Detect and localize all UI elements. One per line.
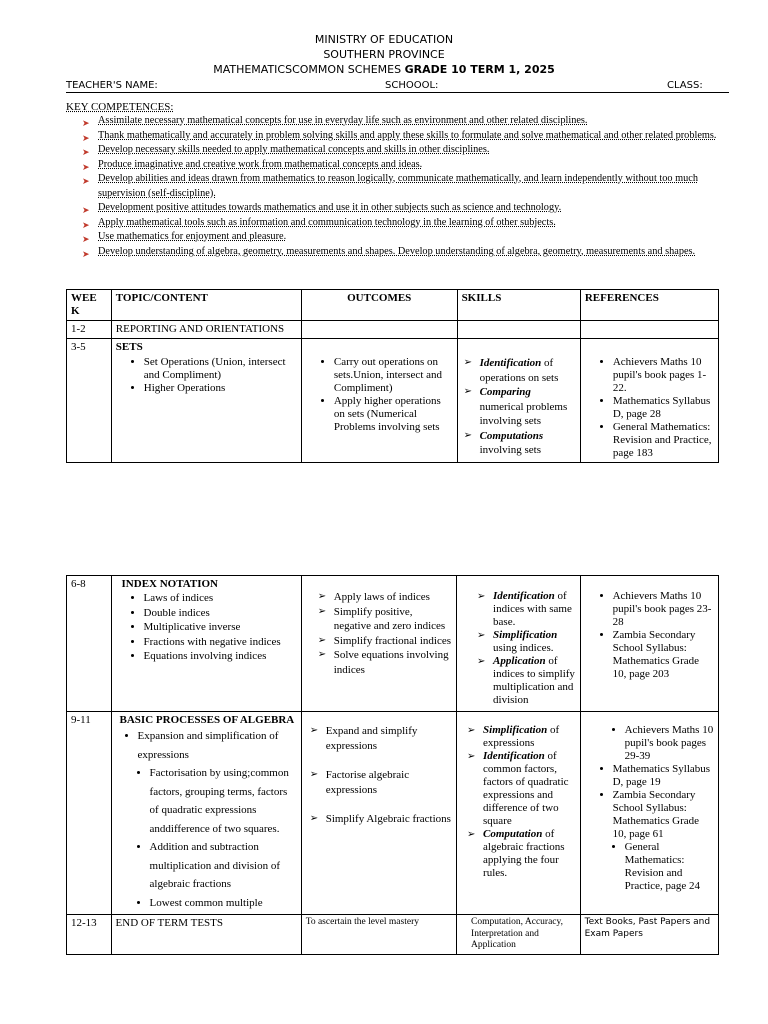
- list-item: • Mathematics Syllabus D, page 28: [613, 395, 714, 421]
- list-item: ➢ Computations involving sets: [480, 429, 576, 458]
- references-list-2: [585, 763, 714, 841]
- list-item: • Carry out operations on sets.Union, intersect and Compliment): [334, 356, 453, 395]
- list-item: ➢ Computation of algebraic fractions applying the four rules.: [483, 828, 576, 880]
- list-item: • Zambia Secondary School Syllabus: Mathematics Grade 10, page 203: [613, 629, 714, 681]
- list-item: • Factorisation by using;common factors, grouping terms, factors of quadratic expressions anddifference of two squares.: [150, 764, 297, 838]
- references-cell: [580, 576, 718, 712]
- list-item: • Multiplicative inverse: [144, 620, 297, 635]
- outcomes-list: [306, 590, 452, 677]
- competence-item: ➤ Develop abilities and ideas drawn from mathematics to reason logically, communicate mathematically, and learn independently without too much supervision (self-discipline).: [82, 173, 698, 199]
- competence-item: ➤ Assimilate necessary mathematical concepts for use in everyday life such as environment and other related disciplines.: [82, 114, 722, 129]
- skills-cell: [457, 576, 581, 712]
- topic-title: SETS: [115, 341, 143, 353]
- list-item: ➢ Identification of operations on sets: [480, 356, 576, 385]
- references-list: [585, 590, 714, 681]
- ministry-title: MINISTRY OF EDUCATION: [314, 33, 454, 46]
- skills-cell: [457, 339, 580, 463]
- arrow-bullet-icon: ➤: [82, 205, 90, 215]
- references-cell: [580, 321, 718, 339]
- table-row: [67, 339, 719, 463]
- list-item: ➢ Simplification using indices.: [493, 629, 576, 655]
- outcomes-cell: [301, 712, 456, 915]
- competence-item: ➤ Produce imaginative and creative work from mathematical concepts and ideas.: [82, 158, 722, 173]
- arrow-bullet-icon: ➤: [82, 118, 90, 128]
- list-item: ➢ Apply laws of indices: [334, 590, 452, 605]
- topic-cell: END OF TERM TESTS: [111, 915, 301, 955]
- skills-cell: [457, 321, 580, 339]
- header-references: REFERENCES: [580, 290, 718, 321]
- topic-cell: [111, 712, 301, 915]
- list-item: • Fractions with negative indices: [144, 635, 297, 650]
- list-item: ➢ Identification of indices with same base.: [493, 590, 576, 629]
- school-label: SCHOOOL:: [385, 80, 439, 91]
- skills-list: [462, 356, 576, 458]
- references-cell: Text Books, Past Papers and Exam Papers: [580, 915, 718, 955]
- scheme-title-plain: MATHEMATICSCOMMON SCHEMES: [213, 63, 405, 76]
- topic-list: [116, 356, 297, 395]
- competence-item: ➤ Apply mathematical tools such as information and communication technology in the learning of other subjects.: [82, 216, 722, 231]
- arrow-bullet-icon: ➤: [82, 147, 90, 157]
- scheme-title-bold: GRADE 10 TERM 1, 2025: [404, 63, 555, 76]
- list-item: • Lowest common multiple: [150, 894, 297, 913]
- week-cell: 9-11: [67, 712, 112, 915]
- arrow-bullet-icon: ➤: [82, 234, 90, 244]
- list-item: • Addition and subtraction multiplication and division of algebraic fractions: [150, 838, 297, 894]
- list-item: ➢ Application of indices to simplify multiplication and division: [493, 655, 576, 707]
- topic-title: BASIC PROCESSES OF ALGEBRA: [119, 714, 295, 726]
- outcomes-cell: [301, 321, 457, 339]
- week-cell: 3-5: [67, 339, 112, 463]
- skills-list: [461, 590, 576, 707]
- arrow-bullet-icon: ➤: [82, 219, 90, 230]
- list-item: • Mathematics Syllabus D, page 19: [613, 763, 714, 789]
- list-item: ➢ Expand and simplify expressions: [326, 724, 452, 753]
- list-item: • General Mathematics: Revision and Practice, page 24: [625, 841, 714, 893]
- table-header-row: [67, 290, 719, 321]
- week-cell: 1-2: [67, 321, 112, 339]
- table-row: [67, 321, 719, 339]
- list-item: ➢ Comparing numerical problems involving sets: [480, 385, 576, 429]
- list-item: • Achievers Maths 10 pupil's book pages 23-28: [613, 590, 714, 629]
- key-competences-list: [82, 114, 722, 259]
- outcomes-list: [306, 356, 453, 434]
- province-title: SOUTHERN PROVINCE: [323, 48, 445, 61]
- list-item: ➢ Simplify positive, negative and zero indices: [334, 605, 452, 634]
- topic-list: [116, 727, 297, 764]
- list-item: • Higher Operations: [144, 382, 297, 395]
- list-item: • Laws of indices: [144, 591, 297, 606]
- list-item: ➢ Solve equations involving indices: [334, 648, 452, 677]
- week-cell: 6-8: [67, 576, 112, 712]
- skills-cell: Computation, Accuracy, Interpretation and Application: [457, 915, 581, 955]
- competence-item: ➤ Develop necessary skills needed to apply mathematical concepts and skills in other disciplines.: [82, 143, 722, 158]
- list-item: • Equations involving indices: [144, 649, 297, 664]
- references-cell: [580, 712, 718, 915]
- skills-list: [461, 724, 576, 880]
- list-item: • Apply higher operations on sets (Numerical Problems involving sets: [334, 395, 453, 434]
- scheme-title: [0, 62, 768, 77]
- references-list-3: [585, 841, 714, 893]
- topic-cell: [111, 576, 301, 712]
- list-item: • Double indices: [144, 606, 297, 621]
- arrow-bullet-icon: ➤: [82, 132, 90, 143]
- key-competences-title: KEY COMPETENCES:: [66, 101, 174, 113]
- list-item: • Achievers Maths 10 pupil's book pages 1-22.: [613, 356, 714, 395]
- competence-item: ➤ Thank mathematically and accurately in problem solving skills and apply these skills to formulate and solve mathematical and other related problems.: [82, 129, 722, 144]
- competence-item: ➤ Use mathematics for enjoyment and pleasure.: [82, 230, 722, 245]
- list-item: • General Mathematics: Revision and Practice, page 183: [613, 421, 714, 460]
- teacher-name-label: TEACHER'S NAME:: [66, 80, 158, 91]
- outcomes-list: [306, 724, 452, 827]
- competence-item: ➤ Develop understanding of algebra, geometry, measurements and shapes. Develop understanding of algebra, geometry, measurements and shapes.: [82, 245, 722, 260]
- header-skills: SKILLS: [457, 290, 580, 321]
- arrow-bullet-icon: ➤: [82, 248, 90, 259]
- class-label: CLASS:: [667, 80, 703, 91]
- week-cell: 12-13: [67, 915, 112, 955]
- scheme-table-top: [66, 289, 719, 463]
- references-list: [585, 724, 714, 763]
- list-item: ➢ Identification of common factors, factors of quadratic expressions and difference of two square: [483, 750, 576, 828]
- outcomes-cell: [301, 576, 456, 712]
- outcomes-cell: [301, 339, 457, 463]
- scheme-table-bottom: [66, 575, 719, 955]
- topic-list: [116, 591, 297, 664]
- references-list: [585, 356, 714, 460]
- skills-cell: [457, 712, 581, 915]
- competence-item: ➤ Development positive attitudes towards mathematics and use it in other subjects such as science and technology.: [82, 201, 722, 216]
- header-week: WEE K: [67, 290, 112, 321]
- topic-cell: [111, 339, 301, 463]
- list-item: • Expansion and simplification of expressions: [138, 727, 297, 764]
- header-topic: TOPIC/CONTENT: [111, 290, 301, 321]
- list-item: • Zambia Secondary School Syllabus: Mathematics Grade 10, page 61: [613, 789, 714, 841]
- table-row: [67, 915, 719, 955]
- list-item: • Set Operations (Union, intersect and Compliment): [144, 356, 297, 382]
- arrow-bullet-icon: ➤: [82, 161, 90, 172]
- table-row: [67, 712, 719, 915]
- document-header: [0, 32, 768, 77]
- table-row: [67, 576, 719, 712]
- topic-sublist: [116, 764, 297, 912]
- references-cell: [580, 339, 718, 463]
- list-item: ➢ Simplify Algebraic fractions: [326, 812, 452, 827]
- list-item: ➢ Simplification of expressions: [483, 724, 576, 750]
- list-item: ➢ Simplify fractional indices: [334, 634, 452, 649]
- arrow-bullet-icon: ➤: [82, 176, 90, 186]
- topic-title: INDEX NOTATION: [121, 578, 218, 590]
- list-item: • Achievers Maths 10 pupil's book pages 29-39: [625, 724, 714, 763]
- header-outcomes: OUTCOMES: [301, 290, 457, 321]
- teacher-info-line: [66, 79, 729, 93]
- topic-cell: REPORTING AND ORIENTATIONS: [111, 321, 301, 339]
- outcomes-cell: To ascertain the level mastery: [301, 915, 456, 955]
- list-item: ➢ Factorise algebraic expressions: [326, 768, 452, 797]
